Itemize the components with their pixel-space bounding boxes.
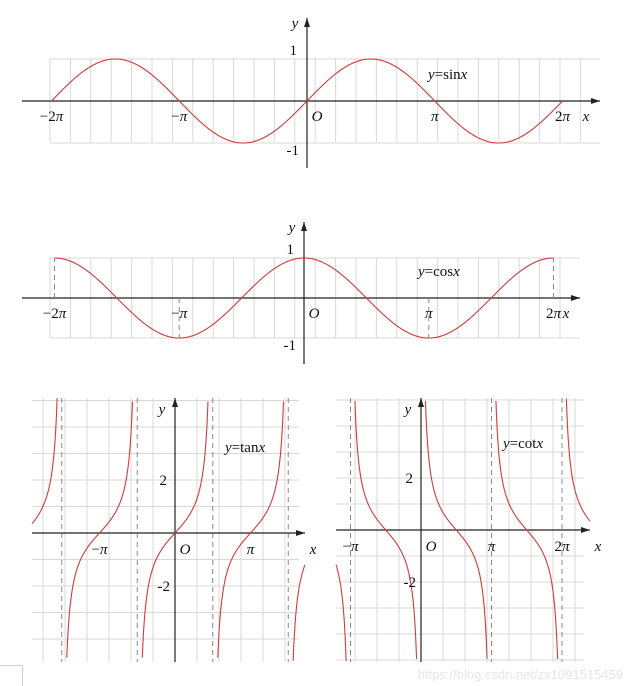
y-axis-label: y xyxy=(288,220,296,236)
x-axis-arrow xyxy=(591,98,600,104)
legend-label: y=cotx xyxy=(503,436,544,452)
y-axis-label: y xyxy=(404,402,412,418)
y-axis-arrow xyxy=(304,18,310,27)
x-axis-arrow xyxy=(581,527,590,533)
y-axis-arrow xyxy=(301,222,307,231)
x-axis-label: x xyxy=(594,539,602,555)
y-tick-label: -1 xyxy=(283,338,296,354)
y-tick-label: -2 xyxy=(157,579,170,595)
x-axis-label: x xyxy=(309,542,317,558)
x-tick-label: −2π xyxy=(39,109,64,125)
sin-chart xyxy=(22,16,600,168)
y-tick-label: -2 xyxy=(403,575,416,591)
series-tan-branch xyxy=(32,398,57,524)
origin-label: O xyxy=(308,306,320,322)
series-cot-branch xyxy=(566,399,590,521)
y-axis-label: y xyxy=(158,402,166,418)
legend-label: y=sinx xyxy=(428,67,468,83)
x-tick-label: −π xyxy=(171,306,188,322)
cot-chart xyxy=(336,398,602,662)
legend-label: y=tanx xyxy=(225,440,266,456)
x-tick-label: −π xyxy=(91,542,108,558)
y-tick-label: 2 xyxy=(405,471,413,487)
origin-label: O xyxy=(311,109,323,125)
cos-chart xyxy=(22,220,580,364)
x-tick-label: −π xyxy=(342,539,359,555)
x-axis-arrow xyxy=(571,295,580,301)
y-tick-label: 1 xyxy=(286,242,294,258)
x-tick-label: 2π xyxy=(554,109,571,125)
x-tick-label: π xyxy=(424,306,433,322)
origin-label: O xyxy=(425,539,437,555)
x-axis-label: x xyxy=(562,306,570,322)
page-corner-decoration xyxy=(0,665,23,686)
x-tick-label: −π xyxy=(171,109,188,125)
legend-label: y=cosx xyxy=(418,264,460,280)
x-tick-label: 2π xyxy=(545,306,562,322)
y-tick-label: 2 xyxy=(159,473,167,489)
x-tick-label: −2π xyxy=(42,306,67,322)
x-axis-arrow xyxy=(296,530,305,536)
x-axis-label: x xyxy=(582,109,590,125)
y-axis-arrow xyxy=(418,398,424,407)
y-axis-arrow xyxy=(172,398,178,407)
watermark: https://blog.csdn.net/zx1091515459 xyxy=(417,667,623,682)
x-tick-label: π xyxy=(430,109,439,125)
series-tan-branch xyxy=(67,402,133,658)
origin-label: O xyxy=(179,542,191,558)
y-tick-label: -1 xyxy=(286,143,299,159)
grid xyxy=(32,398,299,662)
series-cot-branch xyxy=(336,565,346,661)
x-tick-label: 2π xyxy=(554,539,570,555)
y-tick-label: 1 xyxy=(289,43,297,59)
y-axis-label: y xyxy=(291,16,299,32)
tan-chart xyxy=(32,398,317,662)
x-tick-label: π xyxy=(246,542,255,558)
x-tick-label: π xyxy=(487,539,496,555)
